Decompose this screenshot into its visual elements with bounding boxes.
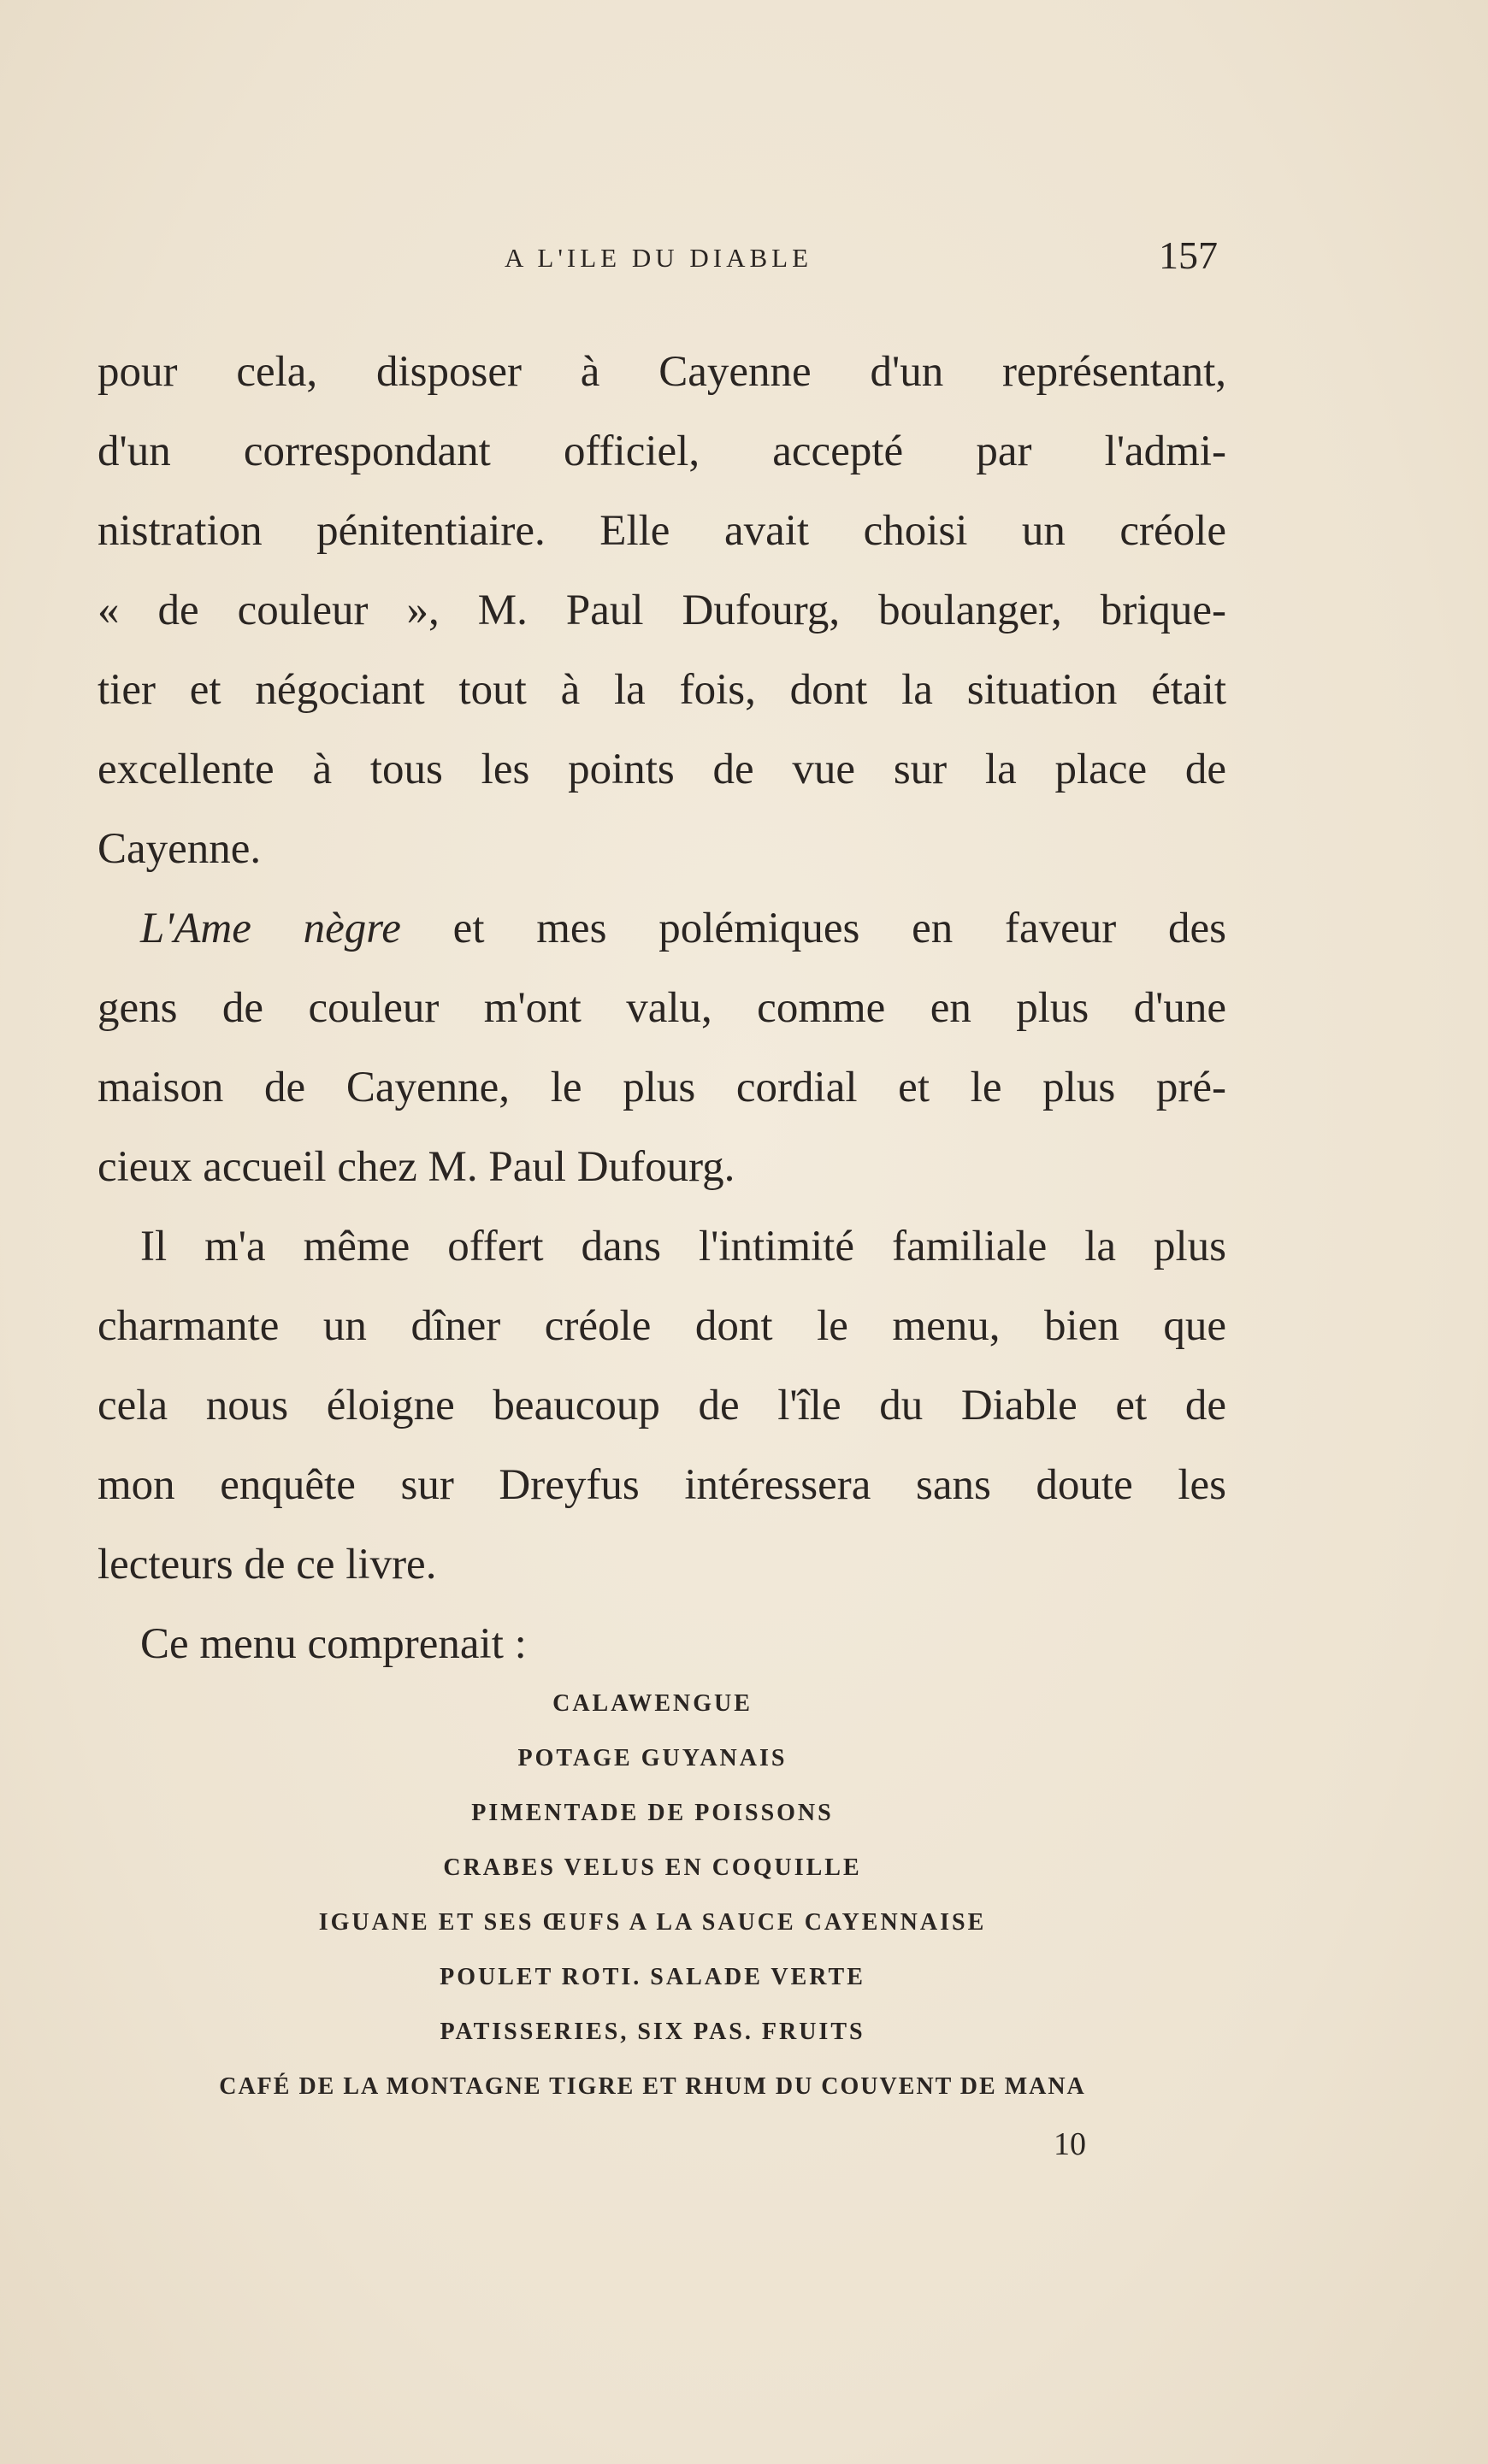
text-line: nistration pénitentiaire. Elle avait choisi un créole xyxy=(97,507,1226,555)
text-line: pour cela, disposer à Cayenne d'un représentant, xyxy=(97,348,1226,396)
page-number: 157 xyxy=(1159,233,1218,277)
text-line: maison de Cayenne, le plus cordial et le plus pré- xyxy=(97,1064,1226,1111)
menu-item: PIMENTADE DE POISSONS xyxy=(471,1800,834,1826)
menu-item: POULET ROTI. SALADE VERTE xyxy=(440,1964,865,1990)
text-line: Ce menu comprenait : xyxy=(140,1620,527,1668)
text-line xyxy=(97,903,1226,954)
text-line: charmante un dîner créole dont le menu, bien que xyxy=(97,1302,1226,1350)
running-title: A L'ILE DU DIABLE xyxy=(504,243,813,273)
text-line: Il m'a même offert dans l'intimité familiale la plus xyxy=(140,1223,1226,1270)
page-header xyxy=(0,233,1488,284)
text-span: et mes polémiques en faveur des xyxy=(400,905,1226,952)
menu-item: POTAGE GUYANAIS xyxy=(517,1745,788,1771)
menu-item: CRABES VELUS EN COQUILLE xyxy=(443,1854,862,1881)
menu-item: CAFÉ DE LA MONTAGNE TIGRE ET RHUM DU COUVENT DE MANA xyxy=(219,2073,1086,2100)
text-line: d'un correspondant officiel, accepté par l'admi- xyxy=(97,427,1226,475)
text-line: cieux accueil chez M. Paul Dufourg. xyxy=(97,1143,735,1191)
menu-item: IGUANE ET SES ŒUFS A LA SAUCE CAYENNAISE xyxy=(318,1909,987,1936)
text-line: gens de couleur m'ont valu, comme en plus d'une xyxy=(97,984,1226,1032)
menu-item: CALAWENGUE xyxy=(552,1690,753,1717)
text-line: Cayenne. xyxy=(97,825,262,873)
menu-item: PATISSERIES, SIX PAS. FRUITS xyxy=(440,2019,865,2045)
text-line: cela nous éloigne beaucoup de l'île du Diable et de xyxy=(97,1382,1226,1429)
text-line: « de couleur », M. Paul Dufourg, boulanger, brique- xyxy=(97,587,1226,634)
text-line: mon enquête sur Dreyfus intéressera sans doute les xyxy=(97,1461,1226,1509)
signature-mark: 10 xyxy=(1054,2126,1086,2162)
text-line: tier et négociant tout à la fois, dont la situation était xyxy=(97,666,1226,714)
text-line: lecteurs de ce livre. xyxy=(97,1541,437,1589)
book-title: L'Ame nègre xyxy=(140,905,401,952)
text-line: excellente à tous les points de vue sur la place de xyxy=(97,746,1226,793)
